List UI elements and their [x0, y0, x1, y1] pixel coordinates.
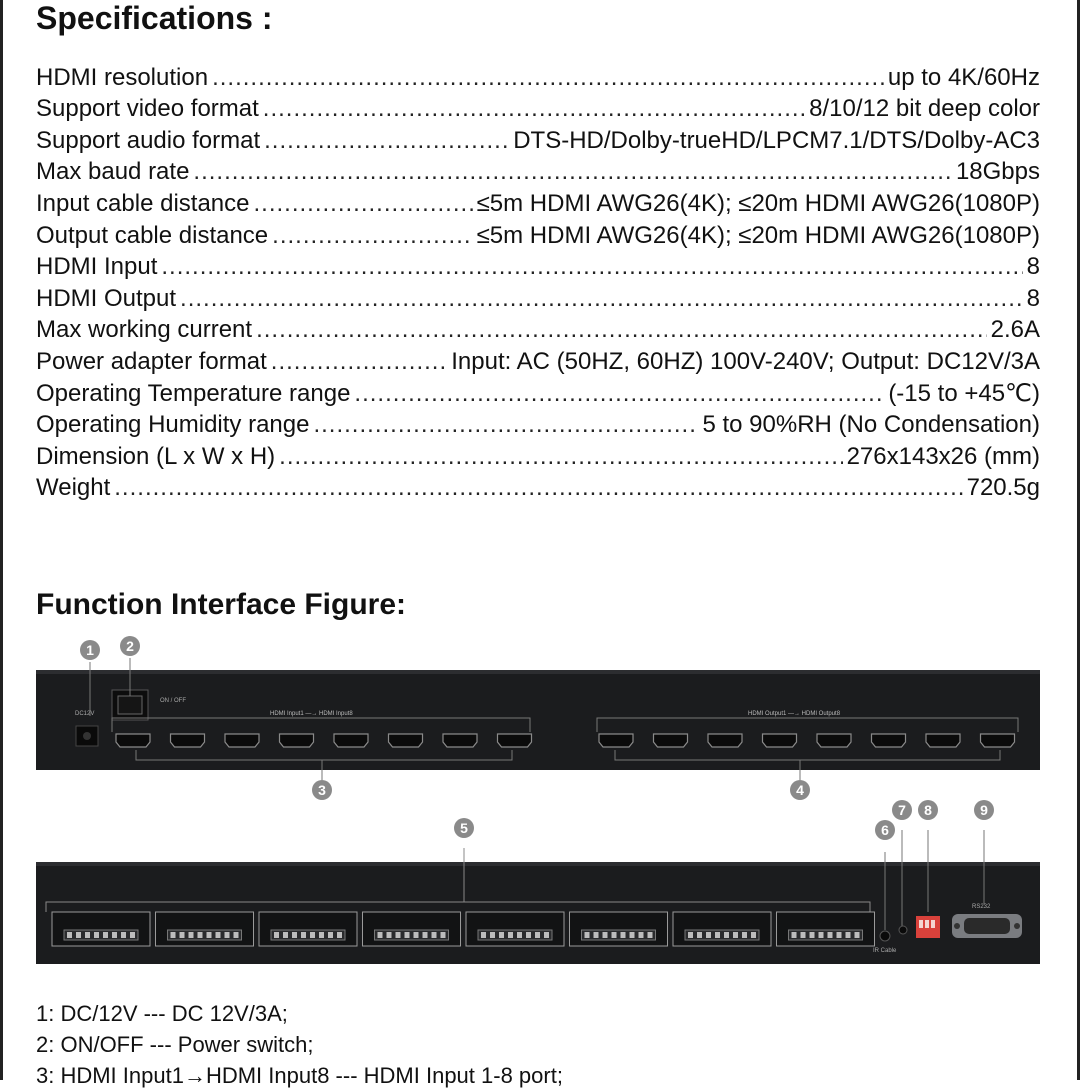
terminal-pin [310, 932, 315, 938]
terminal-pin [819, 932, 824, 938]
terminal-block-icon [777, 912, 875, 946]
terminal-pin [328, 932, 333, 938]
spec-value: 8 [1026, 284, 1040, 312]
terminal-block-icon [673, 912, 771, 946]
terminal-pin [697, 932, 702, 938]
callout-4: 4 [790, 780, 810, 800]
terminal-pin [733, 932, 738, 938]
terminal-pin [585, 932, 590, 938]
terminal-pin [414, 932, 419, 938]
terminal-pin [85, 932, 90, 938]
hdmi-port-icon [654, 734, 688, 747]
function-interface-title: Function Interface Figure: [36, 588, 407, 621]
rs232-screw-icon [1014, 923, 1020, 929]
spec-label: Dimension (L x W x H) [36, 442, 276, 470]
terminal-pin [630, 932, 635, 938]
dc-jack-hole [83, 732, 91, 740]
note-line: 1: DC/12V --- DC 12V/3A; [36, 1001, 288, 1026]
terminal-pin [855, 932, 860, 938]
spec-label: HDMI Output [36, 284, 177, 312]
spec-row [36, 439, 1040, 471]
terminal-pin [432, 932, 437, 938]
terminal-block-icon [363, 912, 461, 946]
terminal-pin [207, 932, 212, 938]
dot-leader [263, 95, 805, 123]
terminal-pin [121, 932, 126, 938]
spec-value: DTS-HD/Dolby-trueHD/LPCM7.1/DTS/Dolby-AC3 [513, 126, 1040, 154]
spec-label: Output cable distance [36, 221, 269, 249]
spec-row [36, 155, 1040, 187]
spec-row [36, 408, 1040, 440]
callout-7: 7 [892, 800, 912, 820]
spec-value: 5 to 90%RH (No Condensation) [702, 411, 1040, 439]
terminal-pin [724, 932, 729, 938]
terminal-pin [612, 932, 617, 938]
specifications-list [36, 60, 1040, 502]
terminal-block-icon [259, 912, 357, 946]
device-front-panel [0, 630, 1080, 810]
terminal-strip [685, 930, 759, 940]
spec-row [36, 281, 1040, 313]
spec-value: ≤5m HDMI AWG26(4K); ≤20m HDMI AWG26(1080P) [476, 189, 1040, 217]
terminal-pin [517, 932, 522, 938]
spec-value: ≤5m HDMI AWG26(4K); ≤20m HDMI AWG26(1080P) [476, 221, 1040, 249]
spec-value: up to 4K/60Hz [887, 63, 1040, 91]
terminal-pin [508, 932, 513, 938]
terminal-pin [396, 932, 401, 938]
terminal-pin [130, 932, 135, 938]
terminal-pin [603, 932, 608, 938]
note-line: 2: ON/OFF --- Power switch; [36, 1032, 314, 1057]
terminal-strip [789, 930, 863, 940]
dot-leader [354, 380, 884, 408]
terminal-pin [171, 932, 176, 938]
terminal-pin [535, 932, 540, 938]
terminal-pin [621, 932, 626, 938]
terminal-pin [499, 932, 504, 938]
dot-leader [264, 127, 509, 155]
ir-jack-icon [880, 931, 890, 941]
terminal-pin [490, 932, 495, 938]
terminal-pin [846, 932, 851, 938]
terminal-pin [189, 932, 194, 938]
spec-label: Support video format [36, 95, 259, 123]
terminal-pin [405, 932, 410, 938]
terminal-strip [478, 930, 552, 940]
spec-row [36, 218, 1040, 250]
rs232-label: RS232 [972, 904, 991, 910]
spec-value: (-15 to +45℃) [888, 379, 1040, 407]
spec-label: Operating Temperature range [36, 379, 351, 407]
terminal-pin [234, 932, 239, 938]
terminal-pin [67, 932, 72, 938]
terminal-strip [271, 930, 345, 940]
hdmi-port-icon [763, 734, 797, 747]
dot-leader [313, 411, 698, 439]
on-off-label: ON / OFF [160, 698, 186, 704]
terminal-pin [216, 932, 221, 938]
terminal-pin [810, 932, 815, 938]
rs232-port-face [964, 918, 1010, 934]
terminal-pin [292, 932, 297, 938]
specifications-title: Specifications : [36, 0, 273, 36]
hdmi-port-icon [334, 734, 368, 747]
dot-leader [256, 316, 987, 344]
spec-row [36, 376, 1040, 408]
callout-6: 6 [875, 820, 895, 840]
dot-leader [279, 443, 842, 471]
terminal-pin [751, 932, 756, 938]
hdmi-input-label: HDMI Input1 —→ HDMI Input8 [270, 711, 353, 717]
spec-row [36, 471, 1040, 503]
callout-5: 5 [454, 818, 474, 838]
rs232-screw-icon [954, 923, 960, 929]
device-top-edge [36, 862, 1040, 866]
terminal-pin [378, 932, 383, 938]
spec-label: HDMI resolution [36, 63, 209, 91]
spec-value: 720.5g [966, 474, 1040, 502]
callout-1: 1 [80, 640, 100, 660]
terminal-pin [76, 932, 81, 938]
terminal-pin [423, 932, 428, 938]
ir-label: IR Cable [873, 948, 897, 954]
spec-row [36, 313, 1040, 345]
terminal-block-icon [156, 912, 254, 946]
hdmi-port-icon [116, 734, 150, 747]
spec-row [36, 123, 1040, 155]
spec-value: Input: AC (50HZ, 60HZ) 100V-240V; Output: DC12V/3A [451, 347, 1040, 375]
hdmi-port-icon [981, 734, 1015, 747]
terminal-pin [594, 932, 599, 938]
spec-row [36, 344, 1040, 376]
spec-label: Input cable distance [36, 189, 250, 217]
terminal-pin [301, 932, 306, 938]
terminal-pin [526, 932, 531, 938]
spec-label: Weight [36, 474, 111, 502]
spec-label: Max working current [36, 316, 253, 344]
hdmi-port-icon [171, 734, 205, 747]
spec-value: 276x143x26 (mm) [846, 442, 1040, 470]
terminal-pin [283, 932, 288, 938]
callout-3: 3 [312, 780, 332, 800]
hdmi-output-label: HDMI Output1 —→ HDMI Output8 [748, 711, 841, 717]
terminal-strip [64, 930, 138, 940]
device-body [36, 670, 1040, 770]
hdmi-port-icon [443, 734, 477, 747]
terminal-pin [180, 932, 185, 938]
hdmi-port-icon [225, 734, 259, 747]
device-back-panel [0, 830, 1080, 980]
terminal-pin [112, 932, 117, 938]
spec-label: Operating Humidity range [36, 411, 310, 439]
terminal-pin [648, 932, 653, 938]
callout-8: 8 [918, 800, 938, 820]
terminal-pin [337, 932, 342, 938]
hdmi-port-icon [498, 734, 532, 747]
dot-leader [180, 285, 1023, 313]
dot-leader [272, 222, 472, 250]
dip-switch-key [919, 920, 923, 928]
callout-2: 2 [120, 636, 140, 656]
spec-value: 8 [1026, 253, 1040, 281]
spec-row [36, 186, 1040, 218]
terminal-pin [715, 932, 720, 938]
terminal-pin [801, 932, 806, 938]
spec-value: 18Gbps [955, 158, 1040, 186]
hdmi-port-icon [926, 734, 960, 747]
hdmi-port-icon [389, 734, 423, 747]
dip-switch-key [925, 920, 929, 928]
hdmi-port-icon [599, 734, 633, 747]
spec-label: Max baud rate [36, 158, 190, 186]
terminal-pin [837, 932, 842, 938]
spec-label: Power adapter format [36, 347, 267, 375]
spec-label: Support audio format [36, 126, 261, 154]
terminal-pin [387, 932, 392, 938]
terminal-strip [375, 930, 449, 940]
spec-value: 2.6A [990, 316, 1040, 344]
spec-value: 8/10/12 bit deep color [809, 95, 1040, 123]
terminal-pin [319, 932, 324, 938]
note-line: 3: HDMI Input1→HDMI Input8 --- HDMI Input 1-8 port; [36, 1063, 563, 1088]
dot-leader [114, 474, 962, 502]
terminal-pin [225, 932, 230, 938]
terminal-strip [168, 930, 242, 940]
terminal-pin [481, 932, 486, 938]
dot-leader [161, 253, 1022, 281]
interface-notes [36, 998, 563, 1091]
hdmi-port-icon [708, 734, 742, 747]
hdmi-port-icon [280, 734, 314, 747]
callout-9: 9 [974, 800, 994, 820]
spec-row [36, 250, 1040, 282]
terminal-block-icon [52, 912, 150, 946]
device-top-edge [36, 670, 1040, 674]
hdmi-port-icon [872, 734, 906, 747]
spec-row [36, 92, 1040, 124]
spec-label: HDMI Input [36, 253, 158, 281]
dip-switch-key [931, 920, 935, 928]
dot-leader [212, 64, 884, 92]
terminal-pin [544, 932, 549, 938]
terminal-pin [706, 932, 711, 938]
terminal-block-icon [570, 912, 668, 946]
dot-leader [193, 158, 952, 186]
terminal-pin [274, 932, 279, 938]
terminal-pin [441, 932, 446, 938]
terminal-block-icon [466, 912, 564, 946]
terminal-pin [828, 932, 833, 938]
terminal-pin [742, 932, 747, 938]
dc-label: DC12V [75, 711, 95, 717]
dot-leader [253, 190, 472, 218]
terminal-pin [792, 932, 797, 938]
power-switch-rocker [118, 696, 142, 714]
terminal-pin [198, 932, 203, 938]
spec-row [36, 60, 1040, 92]
hdmi-port-icon [817, 734, 851, 747]
terminal-strip [582, 930, 656, 940]
terminal-pin [639, 932, 644, 938]
dot-leader [271, 348, 447, 376]
ir-sensor-icon [899, 926, 907, 934]
terminal-pin [688, 932, 693, 938]
terminal-pin [94, 932, 99, 938]
terminal-pin [103, 932, 108, 938]
